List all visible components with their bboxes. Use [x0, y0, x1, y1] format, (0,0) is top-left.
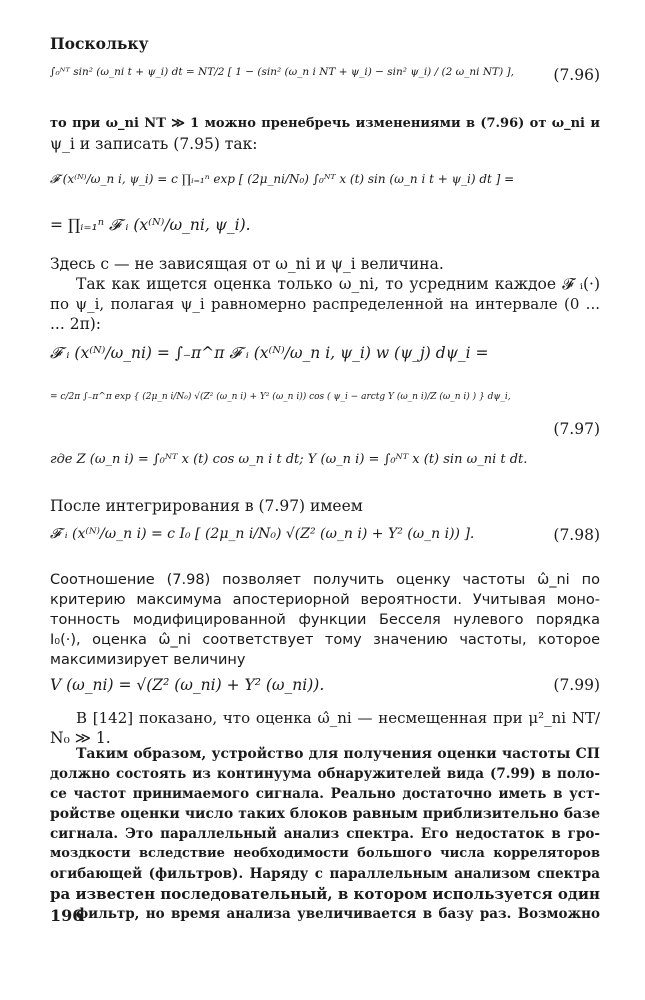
text-line: ψ_i и записать (7.95) так: [50, 135, 258, 153]
text-line: се частот принимаемого сигнала. Реально достаточно иметь в уст- [50, 786, 600, 802]
text-line: огибающей (фильтров). Наряду с параллельным анализом спектра [50, 866, 600, 882]
text-line: фильтр, но время анализа увеличивается в базу раз. Возможно [76, 906, 600, 922]
equation-7-97c [50, 452, 600, 478]
text-line: должно состоять из континуума обнаружителей вида (7.99) в поло- [50, 766, 600, 782]
text-line: ройстве оценки число таких блоков равным приблизительно базе [50, 806, 600, 822]
page-number: 196 [50, 906, 84, 925]
text-line: Таким образом, устройство для получения оценки частоты СП [76, 746, 600, 762]
equation-body: V (ω_ni) = √(Z² (ω_ni) + Y² (ω_ni)). [50, 676, 325, 694]
equation-number: (7.96) [553, 66, 600, 84]
equation-body: = ∏ᵢ₌₁ⁿ 𝓕 ᵢ (x⁽ᴺ⁾/ω_ni, ψ_i). [50, 216, 251, 234]
text-line: После интегрирования в (7.97) имеем [50, 497, 363, 515]
text-line: Здесь c — не зависящая от ω_ni и ψ_i величина. [50, 255, 444, 273]
equation-7-99 [50, 676, 600, 702]
equation-body: 𝓕 ᵢ (x⁽ᴺ⁾/ω_ni) = ∫₋π^π 𝓕 ᵢ (x⁽ᴺ⁾/ω_n i, ψ_i) w (ψ_j) dψ_i = [50, 344, 489, 362]
text-line: сигнала. Это параллельный анализ спектра. Его недостаток в гро- [50, 826, 600, 842]
text-line: тонность модифицированной функции Бесселя нулевого порядка [50, 612, 600, 628]
text-line: максимизирует величину [50, 652, 246, 668]
text-line: по ψ_i, полагая ψ_i равномерно распределенной на интервале (0 ... [50, 295, 600, 313]
equation-body: = c/2π ∫₋π^π exp { (2μ_n i/N₀) √(Z² (ω_n i) + Y² (ω_n i)) cos ( ψ_i − arctg Y (ω_n i)/Z (ω_n i) ) } dψ_i, [50, 392, 511, 402]
equation-body: 𝓕 ᵢ (x⁽ᴺ⁾/ω_n i) = c I₀ [ (2μ_n i/N₀) √(Z² (ω_n i) + Y² (ω_n i)) ]. [50, 526, 475, 542]
text-line: моздкости вследствие необходимости большого числа корреляторов [50, 846, 600, 861]
equation-7-96 [50, 66, 600, 92]
text-line: N₀ ≫ 1. [50, 729, 111, 747]
equation-7-95a [50, 172, 600, 198]
equation-number: (7.98) [553, 526, 600, 544]
equation-number: (7.97) [553, 420, 600, 438]
heading-text: Поскольку [50, 34, 149, 53]
text-line: то при ω_ni NT ≫ 1 можно пренебречь изменениями в (7.96) от ω_ni и [50, 116, 600, 131]
equation-body: 𝓕 (x⁽ᴺ⁾/ω_n i, ψ_i) = c ∏ᵢ₌₁ⁿ exp [ (2μ_ni/N₀) ∫₀ᴺᵀ x (t) sin (ω_n i t + ψ_i) dt ] = [50, 172, 515, 186]
equation-body: ∫₀ᴺᵀ sin² (ω_ni t + ψ_i) dt = NT/2 [ 1 − (sin² (ω_n i NT + ψ_i) − sin² ψ_i) / (2 ω_ni NT) ], [50, 66, 514, 78]
text-line: критерию максимума апостериорной вероятности. Учитывая моно- [50, 592, 600, 608]
equation-7-98 [50, 526, 600, 552]
text-line: В [142] показано, что оценка ω̂_ni — несмещенная при μ²_ni NT/ [76, 709, 600, 727]
equation-7-97b [50, 392, 600, 438]
text-line: ра известен последовательный, в котором используется один [50, 885, 600, 903]
text-line: Соотношение (7.98) позволяет получить оценку частоты ω̂_ni по [50, 572, 600, 588]
equation-number: (7.99) [553, 676, 600, 694]
equation-7-97a [50, 344, 600, 370]
equation-7-95b [50, 216, 600, 242]
text-line: I₀(·), оценка ω̂_ni соответствует тому значению частоты, которое [50, 632, 600, 648]
text-line: ... 2π): [50, 315, 102, 333]
equation-body: где Z (ω_n i) = ∫₀ᴺᵀ x (t) cos ω_n i t dt; Y (ω_n i) = ∫₀ᴺᵀ x (t) sin ω_ni t dt. [50, 452, 528, 467]
text-line: Так как ищется оценка только ω_ni, то усредним каждое 𝓕 ᵢ(·) [76, 275, 600, 293]
